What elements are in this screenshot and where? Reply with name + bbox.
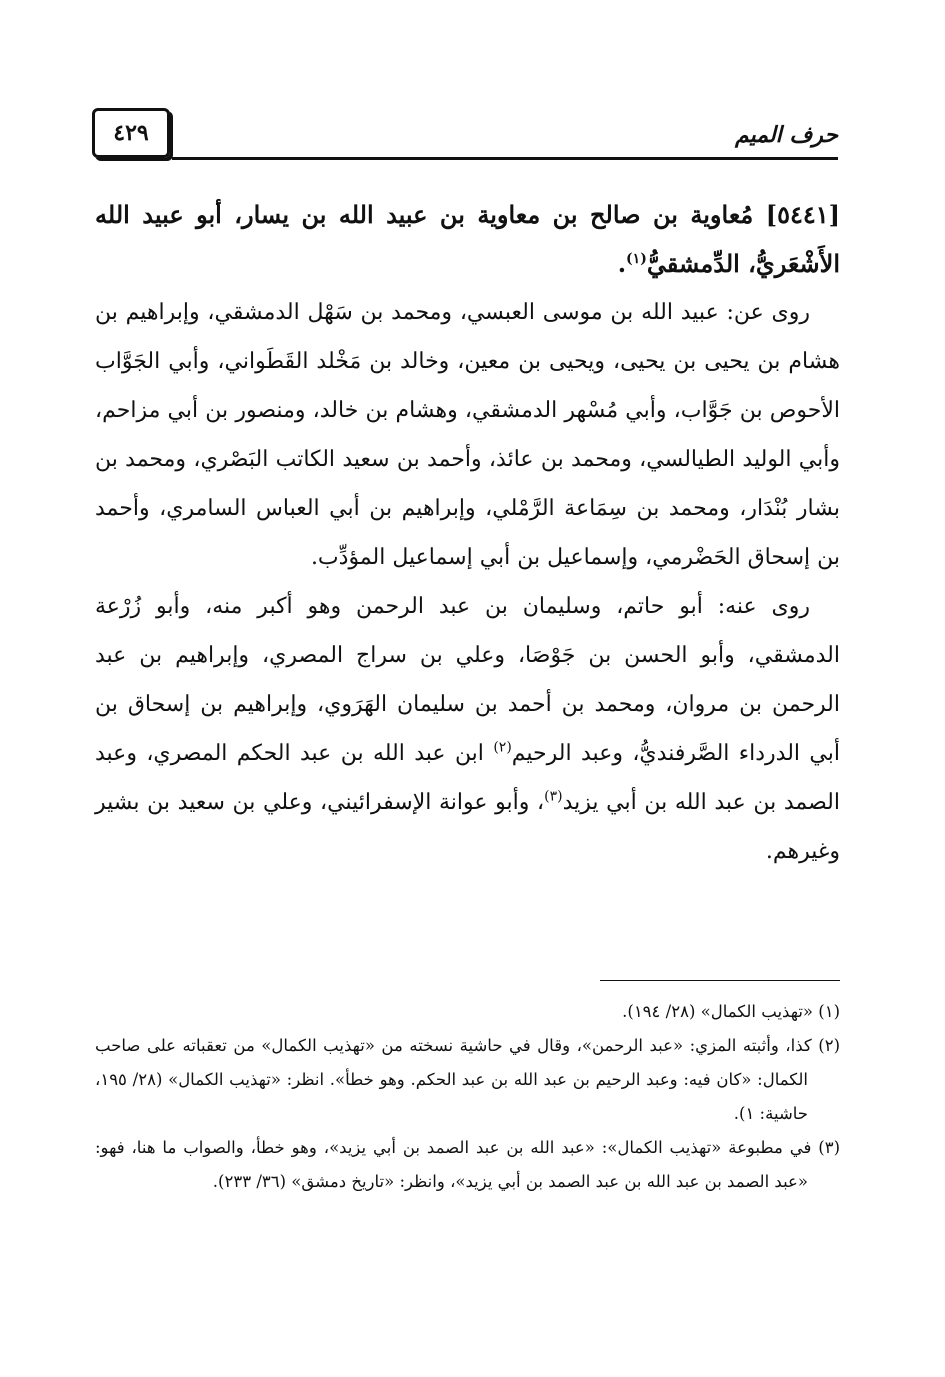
page-number: ٤٢٩ [113, 120, 149, 146]
entry-title [95, 190, 840, 288]
students-text-1: روى عنه: أبو حاتم، وسليمان بن عبد الرحمن وهو أكبر منه، وأبو زُرْعة الدمشقي، وأبو الحسن بن جَوْصَا، وعلي بن سراج المصري، وإبراهيم بن عبد الرحمن بن مروان، ومحمد بن أحمد بن سليمان الهَرَوي، وإبراهيم بن إسحاق بن أبي الدرداء الصَّرفنديُّ، وعبد الرحيم [95, 594, 840, 766]
footnote-1: (١) «تهذيب الكمال» (٢٨/ ١٩٤). [622, 1002, 840, 1021]
chapter-title: حرف الميم [734, 122, 838, 148]
footnote-ref-1: (١) [626, 251, 647, 267]
footnote-3: (٣) في مطبوعة «تهذيب الكمال»: «عبد الله بن عبد الصمد بن أبي يزيد»، وهو خطأ، والصواب ما هنا، فهو: «عبد الصمد بن عبد الله بن عبد الصمد بن أبي يزيد»، وانظر: «تاريخ دمشق» (٣٦/ ٢٣٣). [95, 1138, 840, 1191]
page-number-box [92, 108, 170, 158]
entry-title-end: . [617, 249, 627, 278]
students-paragraph [95, 582, 840, 876]
header-rule [172, 157, 838, 160]
entry-title-text: [٥٤٤١] مُعاوية بن صالح بن معاوية بن عبيد الله بن يسار، أبو عبيد الله الأَشْعَريُّ، الدِّمشقيُّ [95, 200, 840, 278]
main-text [95, 190, 840, 876]
footnote-2: (٢) كذا، وأثبته المزي: «عبد الرحمن»، وقال في حاشية نسخته من «تهذيب الكمال» من تعقباته على صاحب الكمال: «كان فيه: وعبد الرحيم بن عبد الله بن عبد الحكم. وهو خطأ». انظر: «تهذيب الكمال» (٢٨/ ١٩٥، حاشية: ١). [95, 1036, 840, 1123]
students-text-3: ، وأبو عوانة الإسفرائيني، وعلي بن سعيد بن بشير وغيرهم. [95, 790, 840, 864]
students-text-2: ابن عبد الله بن عبد الحكم المصري، وعبد الصمد بن عبد الله بن أبي يزيد [95, 741, 840, 815]
footnote-rule [600, 980, 840, 981]
footnotes [95, 995, 840, 1199]
footnote-ref-3: (٣) [544, 788, 563, 805]
teachers-paragraph: روى عن: عبيد الله بن موسى العبسي، ومحمد بن سَهْل الدمشقي، وإبراهيم بن هشام بن يحيى بن يحيى، ويحيى بن معين، وخالد بن مَخْلد القَطَواني، وأبي الجَوَّاب الأحوص بن جَوَّاب، وأبي مُسْهر الدمشقي، وهشام بن خالد، ومنصور بن أبي مزاحم، وأبي الوليد الطيالسي، ومحمد بن عائذ، وأحمد بن سعيد الكاتب البَصْري، ومحمد بن بشار بُنْدَار، ومحمد بن سِمَاعة الرَّمْلي، وإبراهيم بن أبي العباس السامري، وأحمد بن إسحاق الحَضْرمي، وإسماعيل بن أبي إسماعيل المؤدِّب. [95, 300, 840, 570]
footnote-ref-2: (٢) [493, 739, 512, 756]
page-header [92, 108, 838, 160]
